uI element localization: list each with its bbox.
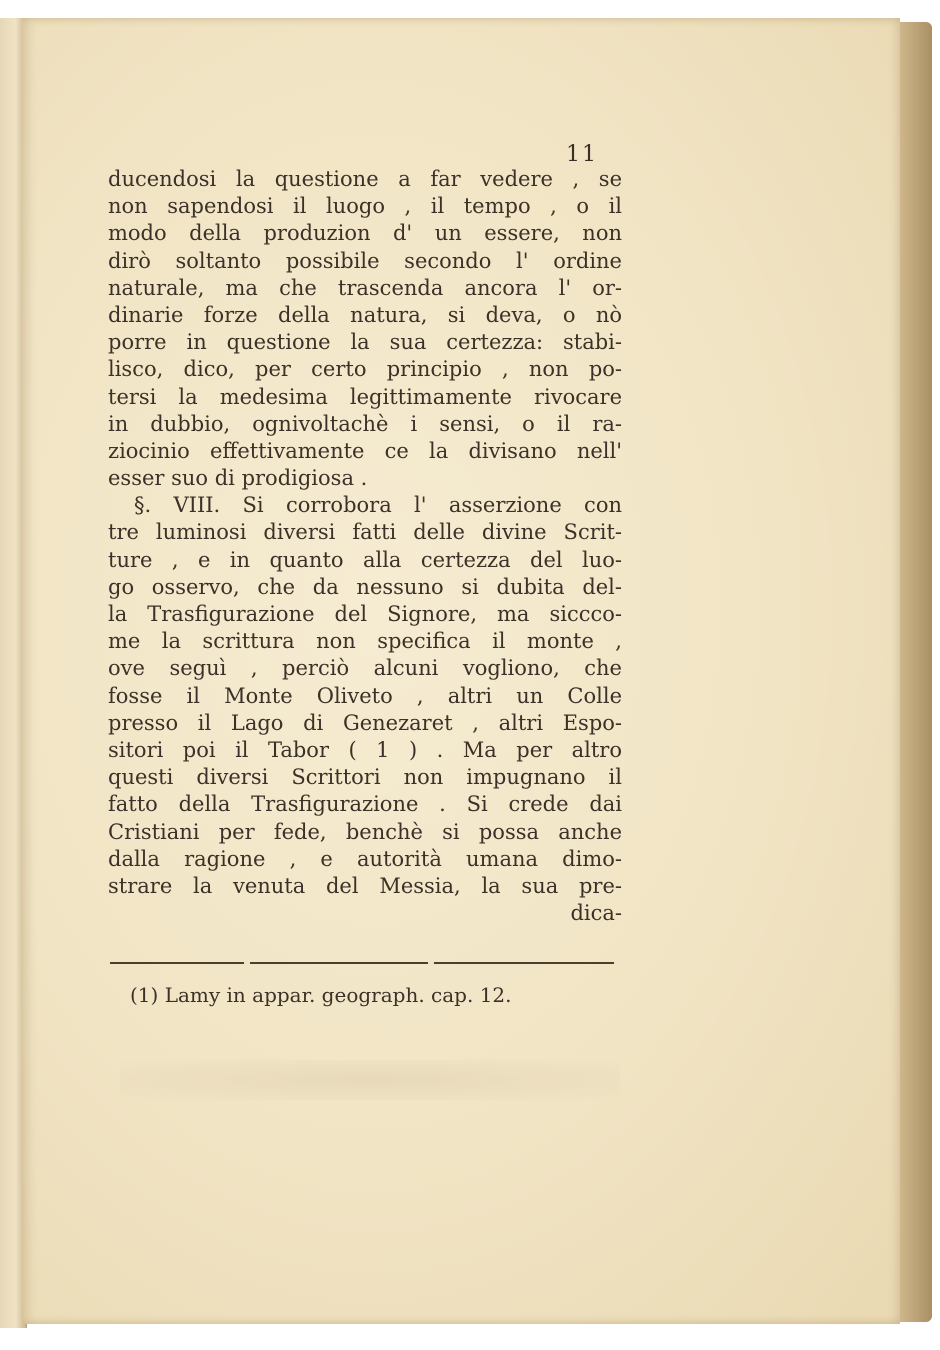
text-line: go osservo, che da nessuno si dubita del- xyxy=(108,574,622,599)
text-line: dinarie forze della natura, si deva, o nò xyxy=(108,302,622,327)
text-line: tersi la medesima legittimamente rivocare xyxy=(108,384,622,409)
text-line: fatto della Trasfigurazione . Si crede dai xyxy=(108,792,622,817)
text-line: non sapendosi il luogo , il tempo , o il xyxy=(108,194,622,219)
text-line: Cristiani per fede, benchè si possa anche xyxy=(108,819,622,844)
rule-gap xyxy=(244,961,250,967)
show-through-shadow xyxy=(120,1060,620,1100)
text-line: tre luminosi diversi fatti delle divine Scrit- xyxy=(108,520,622,545)
text-line: esser suo di prodigiosa . xyxy=(108,466,368,491)
text-line: ove seguì , perciò alcuni vogliono, che xyxy=(108,656,622,681)
paragraph-start-line: §. VIII. Si corrobora l' asserzione con xyxy=(134,493,622,518)
text-line: modo della produzion d' un essere, non xyxy=(108,221,622,246)
text-line: la Trasfigurazione del Signore, ma siccco- xyxy=(108,602,622,626)
text-line: ducendosi la questione a far vedere , se xyxy=(108,167,622,191)
footnote-rule xyxy=(110,962,614,967)
text-line: dirò soltanto possibile secondo l' ordine xyxy=(108,248,622,273)
catchword: dica- xyxy=(570,901,622,926)
text-line: presso il Lago di Genezaret , altri Espo- xyxy=(108,710,622,735)
text-line: naturale, ma che trascenda ancora l' or- xyxy=(108,275,622,300)
footnote: (1) Lamy in appar. geograph. cap. 12. xyxy=(130,983,512,1007)
page-number: 11 xyxy=(566,142,598,167)
rule-gap xyxy=(428,961,434,967)
text-line: fosse il Monte Oliveto , altri un Colle xyxy=(108,683,622,708)
text-line: ziocinio effettivamente ce la divisano nell' xyxy=(108,438,622,463)
text-line: porre in questione la sua certezza: stabi- xyxy=(108,330,622,355)
text-line: lisco, dico, per certo principio , non po- xyxy=(108,357,622,382)
text-line: sitori poi il Tabor ( 1 ) . Ma per altro xyxy=(108,737,622,762)
text-line: dalla ragione , e autorità umana dimo- xyxy=(108,846,622,871)
text-line: me la scrittura non specifica il monte , xyxy=(108,629,622,654)
body-text xyxy=(108,166,622,927)
text-line: ture , e in quanto alla certezza del luo- xyxy=(108,547,622,572)
text-line: in dubbio, ognivoltachè i sensi, o il ra- xyxy=(108,411,622,436)
text-line: questi diversi Scrittori non impugnano il xyxy=(108,765,622,790)
text-line: strare la venuta del Messia, la sua pre- xyxy=(108,873,622,898)
